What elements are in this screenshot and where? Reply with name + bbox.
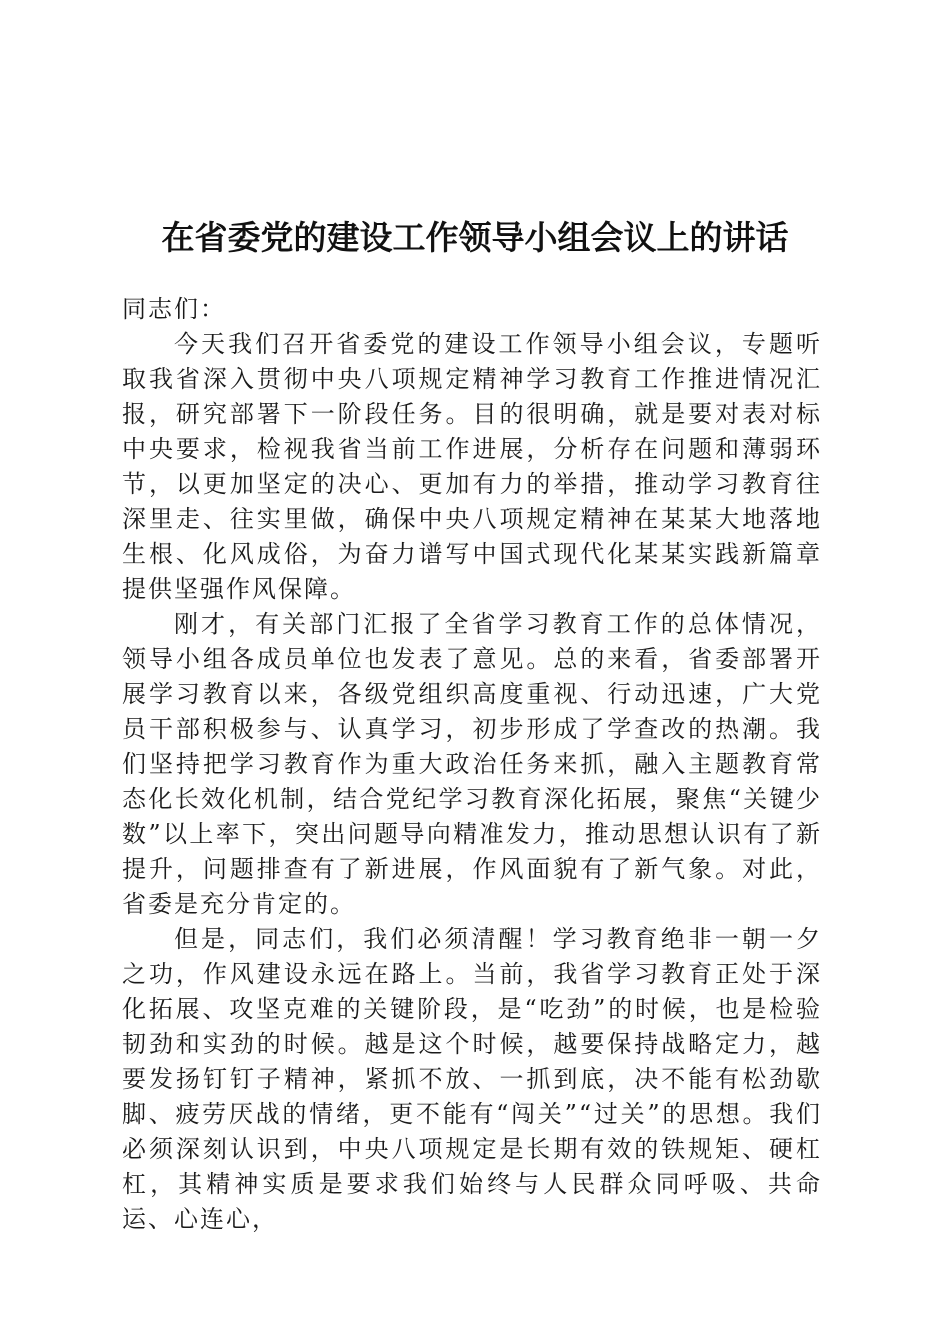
- salutation: 同志们：: [122, 295, 226, 323]
- paragraph: 今天我们召开省委党的建设工作领导小组会议，专题听取我省深入贯彻中央八项规定精神学习教育工作推进情况汇报，研究部署下一阶段任务。目的很明确，就是要对表对标中央要求，检视我省当前工作进展，分析存在问题和薄弱环节，以更加坚定的决心、更加有力的举措，推动学习教育往深里走、往实里做，确保中央八项规定精神在某某大地落地生根、化风成俗，为奋力谱写中国式现代化某某实践新篇章提供坚强作风保障。: [122, 330, 822, 603]
- paragraph: 刚才，有关部门汇报了全省学习教育工作的总体情况，领导小组各成员单位也发表了意见。总的来看，省委部署开展学习教育以来，各级党组织高度重视、行动迅速，广大党员干部积极参与、认真学习，初步形成了学查改的热潮。我们坚持把学习教育作为重大政治任务来抓，融入主题教育常态化长效化机制，结合党纪学习教育深化拓展，聚焦“关键少数”以上率下，突出问题导向精准发力，推动思想认识有了新提升，问题排查有了新进展，作风面貌有了新气象。对此，省委是充分肯定的。: [122, 610, 822, 918]
- document-title: 在省委党的建设工作领导小组会议上的讲话: [161, 218, 789, 258]
- paragraph: 但是，同志们，我们必须清醒！学习教育绝非一朝一夕之功，作风建设永远在路上。当前，我省学习教育正处于深化拓展、攻坚克难的关键阶段，是“吃劲”的时候，也是检验韧劲和实劲的时候。越是这个时候，越要保持战略定力，越要发扬钉钉子精神，紧抓不放、一抓到底，决不能有松劲歇脚、疲劳厌战的情绪，更不能有“闯关”“过关”的思想。我们必须深刻认识到，中央八项规定是长期有效的铁规矩、硬杠杠，其精神实质是要求我们始终与人民群众同呼吸、共命运、心连心，: [122, 925, 822, 1233]
- document-body: [122, 292, 822, 1237]
